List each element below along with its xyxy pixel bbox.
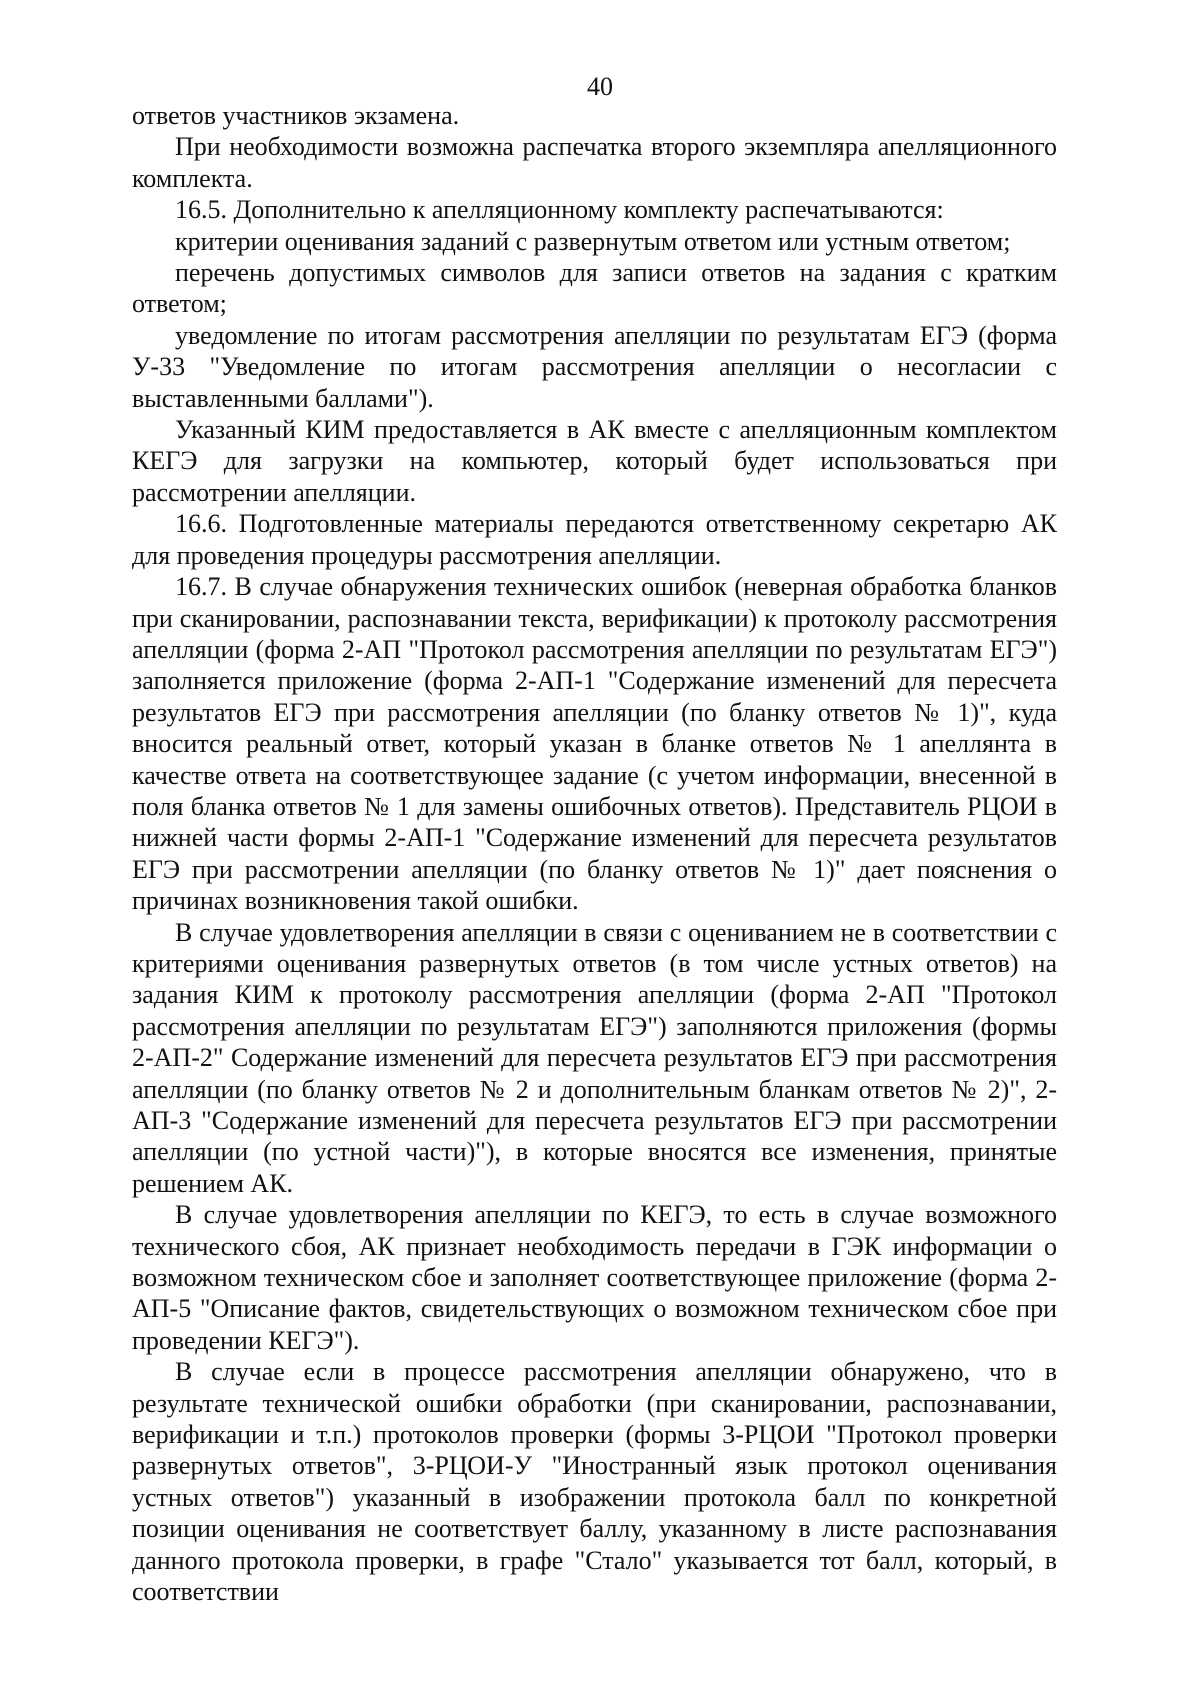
paragraph-6: уведомление по итогам рассмотрения апелляции по результатам ЕГЭ (форма У-33 "Уведомление по итогам рассмотрения апелляции о несогласии с выставленными баллами"). bbox=[132, 320, 1057, 413]
paragraph-8: 16.6. Подготовленные материалы передаются ответственному секретарю АК для проведения процедуры рассмотрения апелляции. bbox=[132, 509, 1057, 570]
paragraph-1: ответов участников экзамена. bbox=[132, 101, 460, 130]
paragraph-3: 16.5. Дополнительно к апелляционному комплекту распечатываются: bbox=[175, 195, 944, 225]
page-number: 40 bbox=[587, 72, 613, 101]
paragraph-4: критерии оценивания заданий с развернутым ответом или устным ответом; bbox=[175, 226, 1011, 256]
paragraph-9: 16.7. В случае обнаружения технических ошибок (неверная обработка бланков при сканировании, распознавании текста, верификации) к протоколу рассмотрения апелляции (форма 2-АП "Протокол рассмотрения апелляции по результатам ЕГЭ") заполняется приложение (форма 2-АП-1 "Содержание изменений для пересчета результатов ЕГЭ при рассмотрения апелляции (по бланку ответов № 1)", куда вносится реальный ответ, который указан в бланке ответов № 1 апеллянта в качестве ответа на соответствующее задание (с учетом информации, внесенной в поля бланка ответов № 1 для замены ошибочных ответов). Представитель РЦОИ в нижней части формы 2-АП-1 "Содержание изменений для пересчета результатов ЕГЭ при рассмотрении апелляции (по бланку ответов № 1)" дает пояснения о причинах возникновения такой ошибки. bbox=[132, 572, 1057, 916]
paragraph-7: Указанный КИМ предоставляется в АК вместе с апелляционным комплектом КЕГЭ для загрузки на компьютер, который будет использоваться при рассмотрении апелляции. bbox=[132, 415, 1057, 507]
paragraph-11: В случае удовлетворения апелляции по КЕГЭ, то есть в случае возможного технического сбоя, АК признает необходимость передачи в ГЭК информации о возможном техническом сбое и заполняет соответствующее приложение (форма 2-АП-5 "Описание фактов, свидетельствующих о возможном техническом сбое при проведении КЕГЭ"). bbox=[132, 1200, 1057, 1355]
paragraph-12: В случае если в процессе рассмотрения апелляции обнаружено, что в результате технической ошибки обработки (при сканировании, распознавании, верификации и т.п.) протоколов проверки (формы 3-РЦОИ "Протокол проверки развернутых ответов", 3-РЦОИ-У "Иностранный язык протокол оценивания устных ответов") указанный в изображении протокола балл по конкретной позиции оценивания не соответствует баллу, указанному в листе распознавания данного протокола проверки, в графе "Стало" указывается тот балл, который, в соответствии bbox=[132, 1357, 1057, 1607]
document-body bbox=[132, 100, 1057, 1608]
paragraph-10: В случае удовлетворения апелляции в связи с оцениванием не в соответствии с критериями оценивания развернутых ответов (в том числе устных ответов) на задания КИМ к протоколу рассмотрения апелляции (форма 2-АП "Протокол рассмотрения апелляции по результатам ЕГЭ") заполняются приложения (формы 2-АП-2" Содержание изменений для пересчета результатов ЕГЭ при рассмотрения апелляции (по бланку ответов № 2 и дополнительным бланкам ответов № 2)", 2-АП-3 "Содержание изменений для пересчета результатов ЕГЭ при рассмотрении апелляции (по устной части)"), в которые вносятся все изменения, принятые решением АК. bbox=[132, 917, 1057, 1198]
paragraph-5: перечень допустимых символов для записи ответов на задания с кратким ответом; bbox=[132, 258, 1057, 319]
paragraph-2: При необходимости возможна распечатка второго экземпляра апелляционного комплекта. bbox=[132, 132, 1057, 193]
